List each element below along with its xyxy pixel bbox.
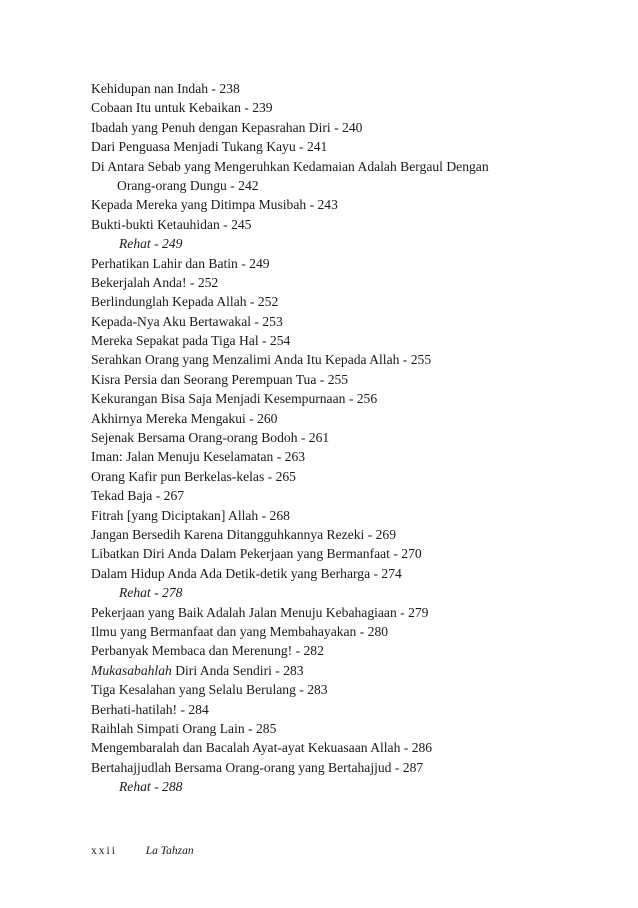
toc-entry: Dari Penguasa Menjadi Tukang Kayu - 241	[91, 139, 328, 155]
toc-entry: Kekurangan Bisa Saja Menjadi Kesempurnaan - 256	[91, 391, 378, 407]
toc-entry: Kepada-Nya Aku Bertawakal - 253	[91, 313, 283, 329]
toc-entry: Cobaan Itu untuk Kebaikan - 239	[91, 100, 273, 116]
toc-entry: Bekerjalah Anda! - 252	[91, 274, 219, 290]
toc-entry: Iman: Jalan Menuju Keselamatan - 263	[91, 449, 306, 465]
toc-entry: Dalam Hidup Anda Ada Detik-detik yang Berharga - 274	[91, 565, 402, 581]
toc-entry: Berlindunglah Kepada Allah - 252	[91, 294, 279, 310]
toc-entry-rehat: Rehat - 288	[119, 779, 183, 795]
toc-entry: Bukti-bukti Ketauhidan - 245	[91, 216, 252, 232]
toc-entry: Fitrah [yang Diciptakan] Allah - 268	[91, 507, 290, 523]
toc-entry: Akhirnya Mereka Mengakui - 260	[91, 410, 278, 426]
book-title: La Tahzan	[145, 845, 194, 857]
toc-entry-italic-word: Mukasabahlah	[91, 662, 172, 678]
toc-entry-rehat: Rehat - 249	[119, 236, 183, 252]
table-of-contents	[91, 79, 611, 796]
toc-entry: Perbanyak Membaca dan Merenung! - 282	[91, 643, 324, 659]
toc-entry: Orang Kafir pun Berkelas-kelas - 265	[91, 468, 296, 484]
toc-entry: Tiga Kesalahan yang Selalu Berulang - 283	[91, 682, 328, 698]
toc-entry: Kehidupan nan Indah - 238	[91, 81, 240, 96]
toc-entry: Di Antara Sebab yang Mengeruhkan Kedamaian Adalah Bergaul Dengan	[91, 158, 489, 174]
toc-entry: Ibadah yang Penuh dengan Kepasrahan Diri - 240	[91, 119, 363, 135]
toc-entry: Kisra Persia dan Seorang Perempuan Tua - 255	[91, 371, 349, 387]
toc-entry: Libatkan Diri Anda Dalam Pekerjaan yang Bermanfaat - 270	[91, 546, 422, 562]
toc-entry: Mereka Sepakat pada Tiga Hal - 254	[91, 333, 291, 349]
page-footer	[91, 844, 194, 858]
toc-entry: Pekerjaan yang Baik Adalah Jalan Menuju Kebahagiaan - 279	[91, 604, 429, 620]
toc-entry: Mukasabahlah Diri Anda Sendiri - 283	[91, 662, 304, 678]
page-number: xxii	[91, 845, 117, 857]
toc-entry: Mengembaralah dan Bacalah Ayat-ayat Kekuasaan Allah - 286	[91, 740, 433, 756]
toc-entry: Bertahajjudlah Bersama Orang-orang yang Bertahajjud - 287	[91, 759, 424, 775]
toc-entry: Tekad Baja - 267	[91, 488, 185, 504]
toc-entry: Raihlah Simpati Orang Lain - 285	[91, 720, 277, 736]
toc-entry: Berhati-hatilah! - 284	[91, 701, 209, 717]
toc-entry-continuation: Orang-orang Dungu - 242	[117, 177, 259, 193]
toc-entry: Perhatikan Lahir dan Batin - 249	[91, 255, 270, 271]
toc-entry: Ilmu yang Bermanfaat dan yang Membahayakan - 280	[91, 623, 389, 639]
toc-entry: Sejenak Bersama Orang-orang Bodoh - 261	[91, 430, 330, 446]
toc-entry-rehat: Rehat - 278	[119, 585, 183, 601]
toc-entry: Kepada Mereka yang Ditimpa Musibah - 243	[91, 197, 338, 213]
toc-entry: Jangan Bersedih Karena Ditangguhkannya Rezeki - 269	[91, 526, 397, 542]
toc-entry: Serahkan Orang yang Menzalimi Anda Itu Kepada Allah - 255	[91, 352, 432, 368]
